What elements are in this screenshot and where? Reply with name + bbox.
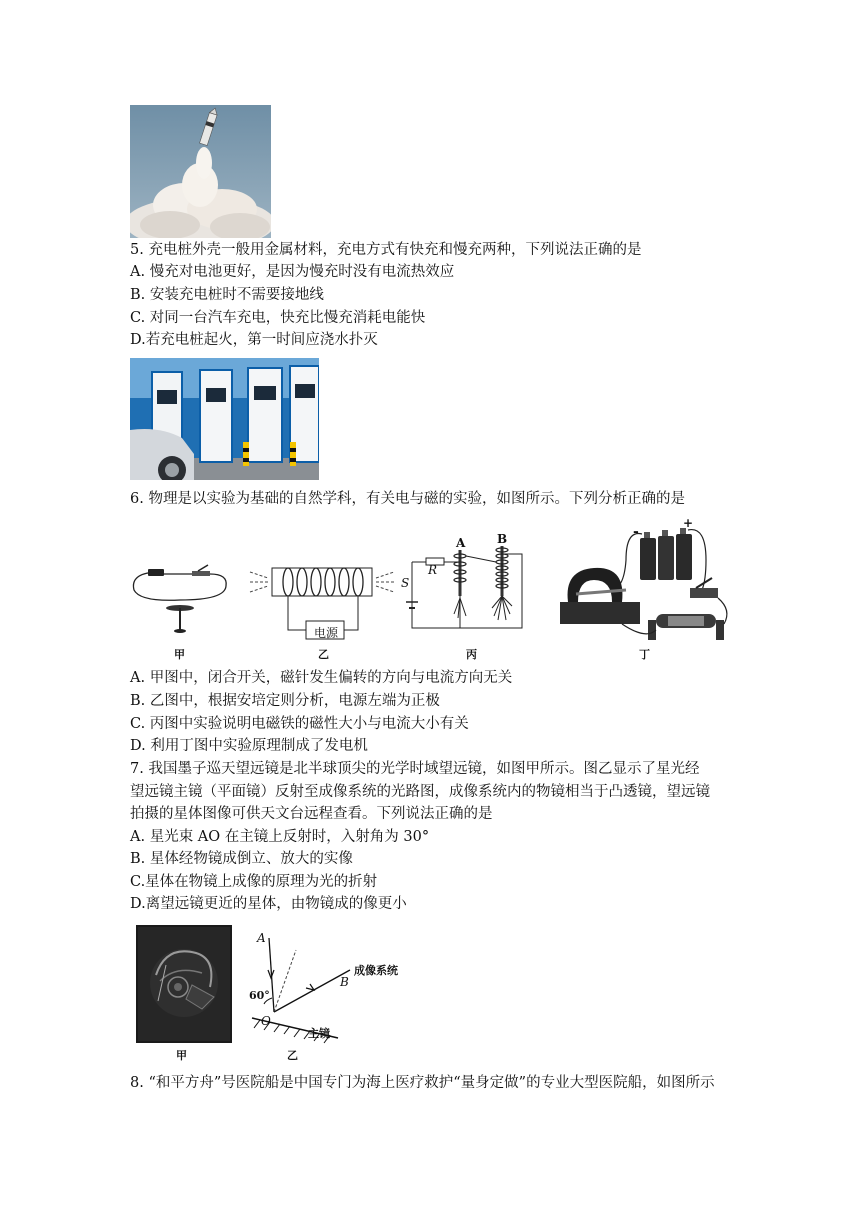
telescope-photo: [136, 925, 232, 1043]
q6-power-label: 电源: [313, 626, 338, 640]
q6-option-d: D. 利用丁图中实验原理制成了发电机: [130, 738, 368, 754]
q5-stem: 5. 充电桩外壳一般用金属材料，充电方式有快充和慢充两种，下列说法正确的是: [130, 242, 642, 258]
q7-label-angle: 60°: [249, 989, 270, 1002]
q6-label-s: S: [401, 576, 410, 590]
q6-label-r: R: [428, 563, 438, 577]
q5-option-a: A. 慢充对电池更好，是因为慢充时没有电流热效应: [130, 264, 455, 280]
q6-stem: 6. 物理是以实验为基础的自然学科，有关电与磁的实验，如图所示。下列分析正确的是: [130, 491, 685, 507]
q7-label-b: B: [340, 975, 349, 989]
q6-label-plus: +: [683, 516, 694, 530]
q6-caption-ding: 丁: [639, 648, 650, 661]
q6-label-b: B: [497, 532, 508, 546]
q7-stem-line-1: 7. 我国墨子巡天望远镜是北半球顶尖的光学时域望远镜，如图甲所示。图乙显示了星光经: [130, 761, 700, 777]
charging-station-photo: [130, 358, 319, 480]
q6-caption-bing: 丙: [466, 648, 477, 661]
q6-figure-ding: [556, 520, 736, 645]
q6-label-minus: -: [633, 524, 639, 540]
q7-option-c: C.星体在物镜上成像的原理为光的折射: [130, 874, 378, 890]
q7-label-o: O: [261, 1014, 271, 1028]
q6-option-b: B. 乙图中，根据安培定则分析，电源左端为正极: [130, 693, 440, 709]
q7-caption-yi: 乙: [287, 1049, 298, 1062]
q8-stem: 8. “和平方舟”号医院船是中国专门为海上医疗救护“量身定做”的专业大型医院船，如图所示: [130, 1075, 715, 1091]
q7-option-a: A. 星光束 AO 在主镜上反射时，入射角为 30°: [130, 829, 430, 845]
q6-caption-yi: 乙: [318, 648, 329, 661]
q5-option-b: B. 安装充电桩时不需要接地线: [130, 287, 324, 303]
q7-label-mirror: 主镜: [308, 1027, 330, 1040]
q6-figure-jia: [130, 560, 230, 640]
q5-option-d: D.若充电桩起火，第一时间应浇水扑灭: [130, 332, 378, 348]
q7-option-b: B. 星体经物镜成倒立、放大的实像: [130, 851, 353, 867]
missile-launch-photo: [130, 105, 271, 238]
q5-option-c: C. 对同一台汽车充电，快充比慢充消耗电能快: [130, 310, 426, 326]
q6-option-c: C. 丙图中实验说明电磁铁的磁性大小与电流大小有关: [130, 716, 469, 732]
q7-label-a: A: [257, 931, 266, 945]
q6-label-a: A: [456, 536, 466, 550]
q7-figure-yi: [238, 928, 428, 1048]
q7-label-imaging: 成像系统: [354, 964, 398, 977]
q6-option-a: A. 甲图中，闭合开关，磁针发生偏转的方向与电流方向无关: [130, 670, 513, 686]
q7-option-d: D.离望远镜更近的星体，由物镜成的像更小: [130, 896, 407, 912]
q7-stem-line-2: 望远镜主镜（平面镜）反射至成像系统的光路图，成像系统内的物镜相当于凸透镜，望远镜: [130, 784, 710, 800]
q7-stem-line-3: 拍摄的星体图像可供天文台远程查看。下列说法正确的是: [130, 806, 493, 822]
q7-caption-jia: 甲: [176, 1049, 187, 1062]
q6-caption-jia: 甲: [174, 648, 185, 661]
